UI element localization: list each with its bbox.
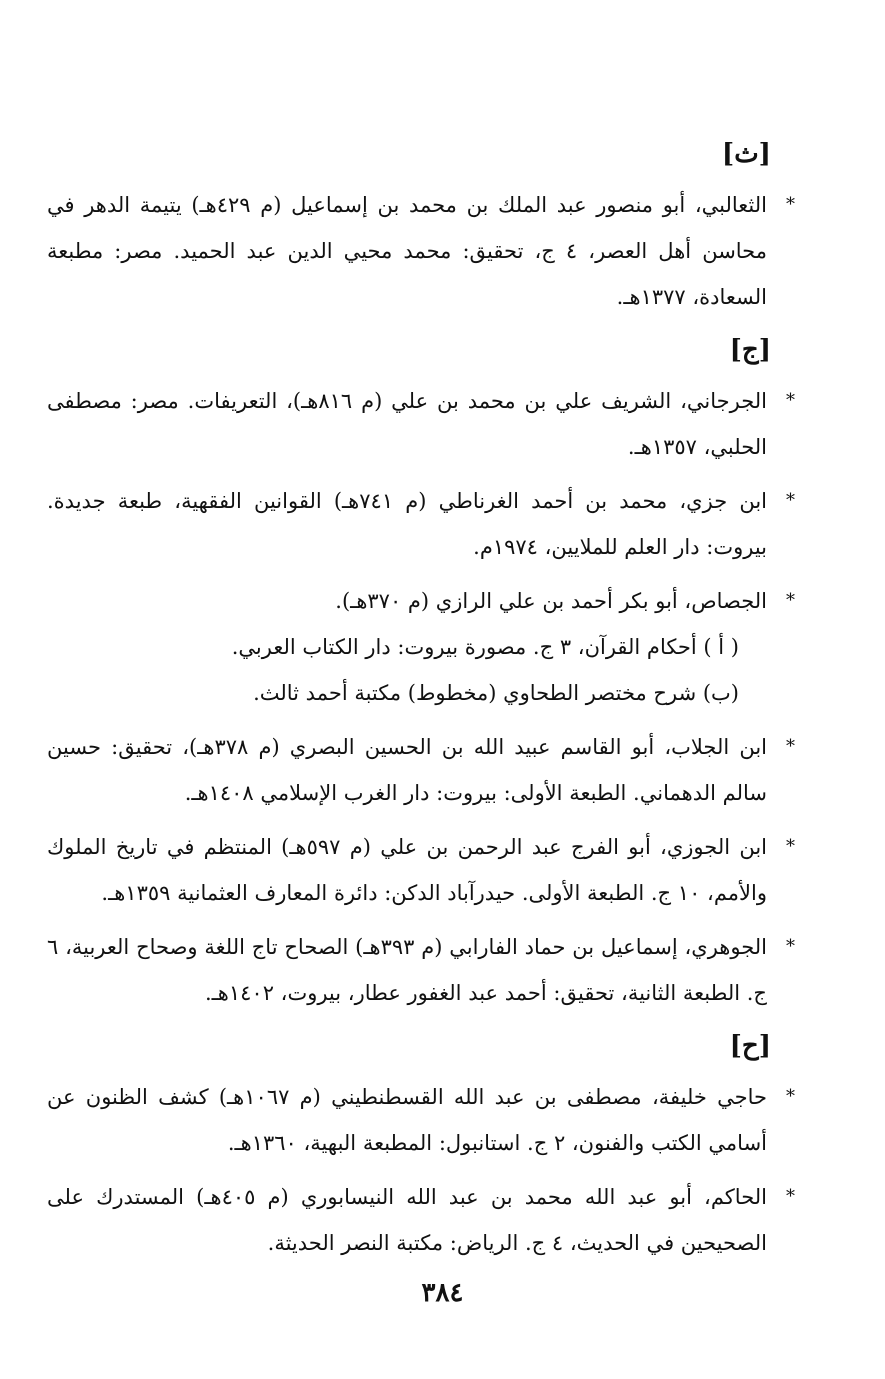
entry-text: ابن الجوزي، أبو الفرج عبد الرحمن بن علي (م ٥٩٧هـ) المنتظم في تاريخ الملوك والأمم، ١٠ ج. الطبعة الأولى. حيدرآباد الدكن: دائرة المعارف العثمانية ١٣٥٩هـ. [47, 835, 767, 905]
bibliography [47, 132, 795, 1274]
entry-text: ابن الجلاب، أبو القاسم عبيد الله بن الحسين البصري (م ٣٧٨هـ)، تحقيق: حسين سالم الدهماني. الطبعة الأولى: بيروت: دار الغرب الإسلامي ١٤٠٨هـ. [47, 735, 767, 805]
bibliography-entry [47, 1174, 795, 1266]
bibliography-entry [47, 478, 795, 570]
page-number: ٣٨٤ [421, 1278, 464, 1308]
bibliography-entry [47, 724, 795, 816]
sub-entry: (ب) شرح مختصر الطحاوي (مخطوط) مكتبة أحمد ثالث. [253, 681, 739, 705]
section-heading: [ج] [729, 335, 771, 365]
bullet-star-icon: * [786, 936, 795, 957]
bibliography-entry [47, 824, 795, 916]
entry-text: الجصاص، أبو بكر أحمد بن علي الرازي (م ٣٧٠هـ). [335, 589, 767, 613]
section-jim [47, 328, 795, 1016]
entry-text: الثعالبي، أبو منصور عبد الملك بن محمد بن إسماعيل (م ٤٢٩هـ) يتيمة الدهر في محاسن أهل العصر، ٤ ج، تحقيق: محمد محيي الدين عبد الحميد. مصر: مطبعة السعادة، ١٣٧٧هـ. [47, 193, 767, 309]
bibliography-entry [47, 378, 795, 470]
bullet-star-icon: * [786, 590, 795, 611]
bibliography-entry [47, 924, 795, 1016]
bullet-star-icon: * [786, 1186, 795, 1207]
entry-text: الحاكم، أبو عبد الله محمد بن عبد الله النيسابوري (م ٤٠٥هـ) المستدرك على الصحيحين في الحديث، ٤ ج. الرياض: مكتبة النصر الحديثة. [47, 1185, 767, 1255]
section-heading: [ح] [729, 1031, 771, 1061]
bullet-star-icon: * [786, 390, 795, 411]
sub-entry: ( أ ) أحكام القرآن، ٣ ج. مصورة بيروت: دار الكتاب العربي. [231, 635, 739, 659]
bullet-star-icon: * [786, 836, 795, 857]
entry-text: الجوهري، إسماعيل بن حماد الفارابي (م ٣٩٣هـ) الصحاح تاج اللغة وصحاح العربية، ٦ ج. الطبعة الثانية، تحقيق: أحمد عبد الغفور عطار، بيروت، ١٤٠٢هـ. [47, 935, 768, 1005]
bullet-star-icon: * [786, 490, 795, 511]
entry-text: الجرجاني، الشريف علي بن محمد بن علي (م ٨١٦هـ)، التعريفات. مصر: مصطفى الحلبي، ١٣٥٧هـ. [47, 389, 767, 459]
bibliography-entry [47, 182, 795, 320]
bibliography-entry [47, 578, 795, 716]
bibliography-entry [47, 1074, 795, 1166]
section-ha [47, 1024, 795, 1266]
bullet-star-icon: * [786, 736, 795, 757]
bullet-star-icon: * [786, 1086, 795, 1107]
entry-text: ابن جزي، محمد بن أحمد الغرناطي (م ٧٤١هـ) القوانين الفقهية، طبعة جديدة. بيروت: دار العلم للملايين، ١٩٧٤م. [47, 489, 767, 559]
bullet-star-icon: * [786, 194, 795, 215]
section-tha [47, 132, 795, 320]
section-heading: [ث] [721, 139, 771, 169]
entry-text: حاجي خليفة، مصطفى بن عبد الله القسطنطيني (م ١٠٦٧هـ) كشف الظنون عن أسامي الكتب والفنون، ٢ ج. استانبول: المطبعة البهية، ١٣٦٠هـ. [47, 1085, 767, 1155]
